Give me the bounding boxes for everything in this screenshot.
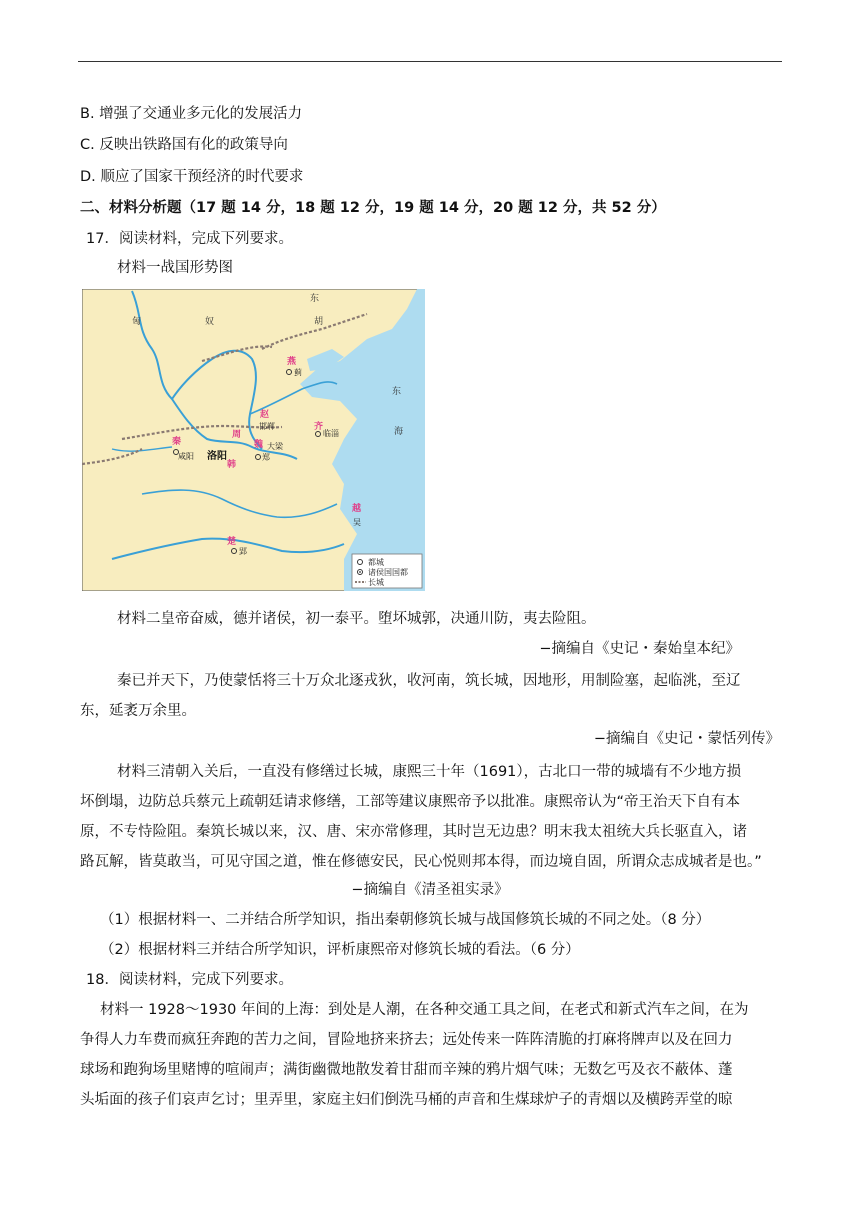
map-state-label: 燕 [287,357,297,367]
map-label: 东 [310,294,320,304]
material3-text: 坏倒塌，边防总兵蔡元上疏朝廷请求修缮，工部等建议康熙帝予以批准。康熙帝认为“帝王治天下自有本 [80,794,741,810]
map-city-label: 蓟 [294,368,302,377]
map-label: 胡 [314,317,324,327]
map-state-label: 韩 [227,460,237,470]
map-state-label: 赵 [260,410,270,420]
map-city-label: 临淄 [323,429,339,438]
material3-text: 路瓦解，皆莫敢当，可见守国之道，惟在修德安民，民心悦则邦本得，而边境自固，所谓众志成城者是也。” [80,854,762,870]
q18-text: 球场和跑狗场里赌博的喧闹声；满街幽微地散发着甘甜而辛辣的鸦片烟气味；无数乞丐及衣不蔽体、蓬 [80,1062,733,1078]
q17-title: 17．阅读材料，完成下列要求。 [86,231,293,247]
map-state-label: 齐 [314,422,324,432]
map-state-label: 楚 [227,537,237,547]
q17-sub2: （2）根据材料三并结合所学知识，评析康熙帝对修筑长城的看法。（6 分） [100,942,580,958]
map-city-label: 大梁 [267,442,283,451]
material3-text: 原，不专恃险阻。秦筑长城以来，汉、唐、宋亦常修理，其时岂无边患？明末我太祖统大兵长驱直入，诸 [80,824,747,840]
legend-item: 都城 [368,558,384,567]
material2-text: 材料二皇帝奋威，德并诸侯，初一泰平。堕坏城郭，决通川防，夷去险阻。 [117,611,596,627]
material2-source: −摘编自《史记・蒙恬列传》 [593,731,780,747]
map-svg [82,289,425,591]
option-c: C. 反映出铁路国有化的政策导向 [80,137,288,153]
map-city-label: 吴 [353,518,361,527]
q18-text: 争得人力车费而疯狂奔跑的苦力之间，冒险地挤来挤去；远处传来一阵阵清脆的打麻将牌声以及在回力 [80,1032,733,1048]
q17-sub1: （1）根据材料一、二并结合所学知识，指出秦朝修筑长城与战国修筑长城的不同之处。（8 分） [100,912,711,928]
map-sea-label: 海 [394,427,404,437]
header-rule [78,61,782,62]
map-city-label: 咸阳 [178,452,194,461]
q18-text: 头垢面的孩子们哀声乞讨；里弄里，家庭主妇们倒洗马桶的声音和生煤球炉子的青烟以及横跨弄堂的晾 [80,1092,733,1108]
map-sea-label: 东 [392,387,402,397]
option-b: B. 增强了交通业多元化的发展活力 [80,106,303,122]
map-city-label: 洛阳 [207,451,227,462]
legend-item: 诸侯国国都 [368,568,408,577]
q18-text: 材料一 1928～1930 年间的上海：到处是人潮，在各种交通工具之间，在老式和新式汽车之间，在为 [100,1002,749,1018]
map-label: 匈 [132,317,142,327]
map-city-label: 郢 [239,547,247,556]
legend-item: 长城 [368,578,384,587]
material2-source: −摘编自《史记・秦始皇本纪》 [539,641,740,657]
map-label: 奴 [205,317,215,327]
warring-states-map [82,289,425,591]
map-state-label: 秦 [172,437,182,447]
material2-text: 东，延袤万余里。 [80,703,196,719]
map-city-label: 邯郸 [259,422,275,431]
q18-title: 18．阅读材料，完成下列要求。 [86,972,293,988]
material1-label: 材料一战国形势图 [117,260,233,276]
map-state-label: 魏 [254,440,264,450]
material3-source: −摘编自《清圣祖实录》 [351,882,509,898]
material2-text: 秦已并天下，乃使蒙恬将三十万众北逐戎狄，收河南，筑长城，因地形，用制险塞，起临洮，至辽 [117,673,741,689]
map-state-label: 周 [232,430,242,440]
map-legend [352,554,422,588]
map-city-label: 郑 [262,453,270,462]
material3-text: 材料三清朝入关后，一直没有修缮过长城，康熙三十年（1691），古北口一带的城墙有不少地方损 [117,764,742,780]
section-heading: 二、材料分析题（17 题 14 分，18 题 12 分，19 题 14 分，20 题 12 分，共 52 分） [80,200,666,216]
map-state-label: 越 [352,504,362,514]
option-d: D. 顺应了国家干预经济的时代要求 [80,169,304,185]
